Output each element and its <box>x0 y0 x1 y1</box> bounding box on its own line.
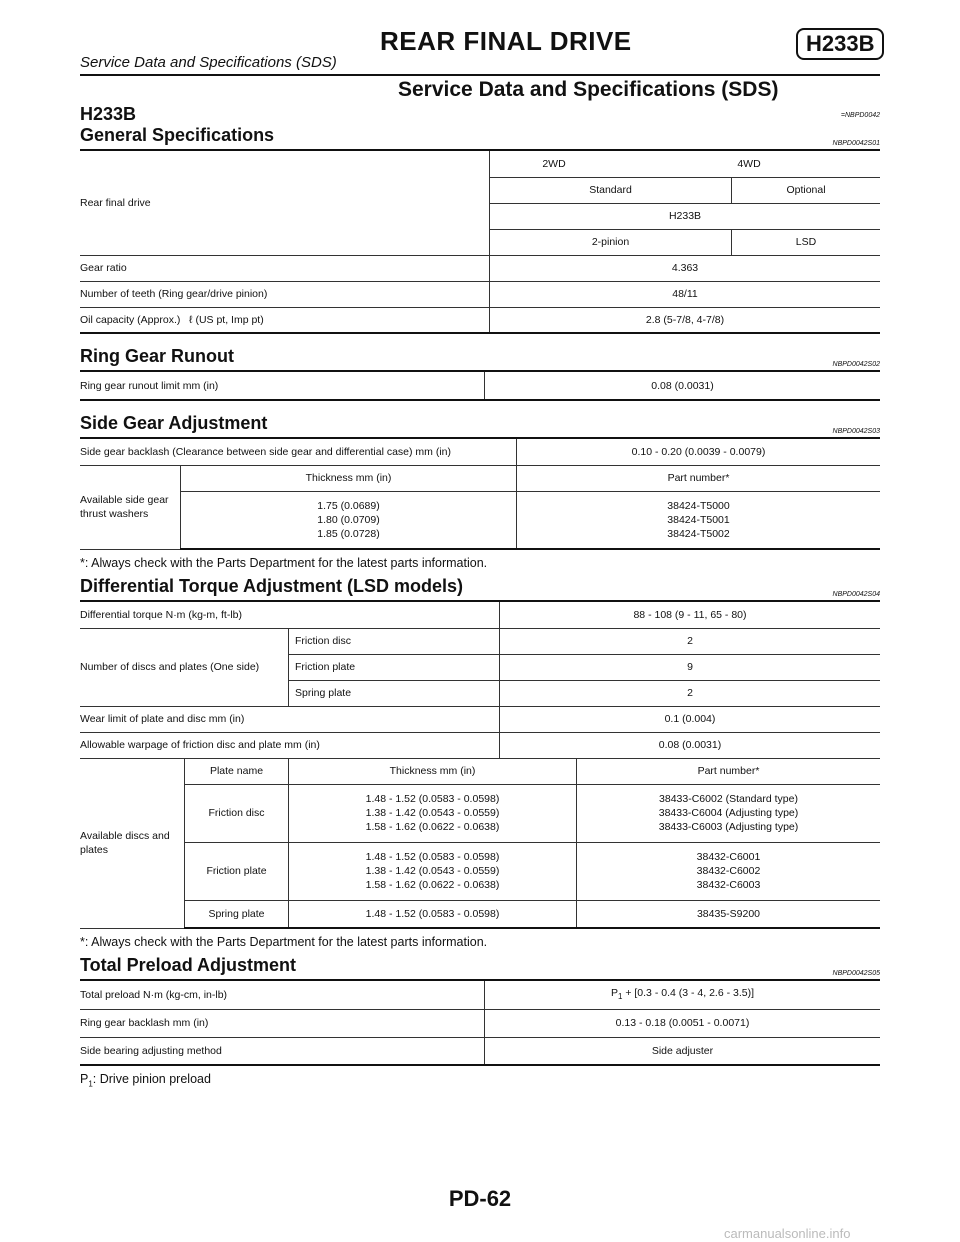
page-header <box>80 26 880 76</box>
document-body <box>80 104 880 1095</box>
ring-gear-heading: Ring Gear Runout NBPD0042S02 <box>80 346 880 372</box>
header-title: REAR FINAL DRIVE <box>380 26 632 56</box>
diff-note: *: Always check with the Parts Department for the latest parts information. <box>80 935 488 949</box>
watermark: carmanualsonline.info <box>724 1226 851 1241</box>
rear-final-drive-label: Rear final drive <box>80 151 490 255</box>
ring-gear-table: Ring gear runout limit mm (in) 0.08 (0.0031) <box>80 372 880 401</box>
header-rule <box>80 74 880 76</box>
general-spec-heading: General Specifications NBPD0042S01 <box>80 125 880 151</box>
preload-heading: Total Preload Adjustment NBPD0042S05 <box>80 955 880 981</box>
section-title: Service Data and Specifications (SDS) <box>398 78 779 101</box>
diff-torque-heading: Differential Torque Adjustment (LSD models) NBPD0042S04 <box>80 576 880 602</box>
side-gear-table: Side gear backlash (Clearance between side gear and differential case) mm (in) 0.10 - 0.20 (0.0039 - 0.0079) Available side gear thrust washers Thickness mm (in) Part number* 1.75 (0.0689) 1.80 (0.0709) 1.85 (0.0728) 38424-T5000 38424-T5001 38424-T5002 <box>80 439 880 550</box>
header-subtitle: Service Data and Specifications (SDS) <box>80 54 337 71</box>
preload-note: $P_1$: Drive pinion preload <box>80 1072 211 1089</box>
general-spec-table: Rear final drive 2WD 4WD Standard Optional H233B 2-pinion LSD Gear ratio 4.363 Number of teeth (Ring gear/drive pinion) 48/11 Oil capacity (Approx.) ℓ (US pt, Imp pt) 2.8 (5-7/8, 4-7/8) <box>80 151 880 334</box>
page-number: PD-62 <box>448 1186 512 1211</box>
preload-table: Total preload N·m (kg-cm, in-lb) $P_1 + [0.3 - 0.4$ (3 - 4, 2.6 - 3.5)] Ring gear backlash mm (in) 0.13 - 0.18 (0.0051 - 0.0071) Side bearing adjusting method Side adjuster <box>80 981 880 1066</box>
side-gear-note: *: Always check with the Parts Department for the latest parts information. <box>80 556 488 570</box>
diff-torque-table: Differential torque N·m (kg-m, ft-lb) 88 - 108 (9 - 11, 65 - 80) Number of discs and plates (One side) Friction disc 2 Friction plate 9 Spring plate 2 Wear limit of plate and disc mm (in) 0.1 (0.004) Allowable warpage of friction disc and plate mm (in) 0.08 (0.0031) Available discs and plates Plate name Thickness mm (in) Part number* Friction disc 1.48 - 1.52 (0.0583 - 0.0598) 1.38 - 1.42 (0.0543 - 0.0559) 1.58 - 1.62 (0.0622 - 0.0638) 38433-C6002 (Standard type) 38433-C6004 (Adjusting type) 38433-C6003 (Adjusting type) Friction plate 1.48 - 1.52 (0.0583 - 0.0598) 1.38 - 1.42 (0.0543 - 0.0559) 1.58 - 1.62 (0.0622 - 0.0638) 38432-C6001 38432-C6002 38432-C6003 Spring plate 1.48 - 1.52 (0.0583 - 0.0598) 38435-S9200 <box>80 602 880 929</box>
model-heading: H233B =NBPD0042 <box>80 104 880 124</box>
model-code: =NBPD0042 <box>840 112 880 119</box>
model-badge: H233B <box>796 28 884 60</box>
side-gear-heading: Side Gear Adjustment NBPD0042S03 <box>80 413 880 439</box>
